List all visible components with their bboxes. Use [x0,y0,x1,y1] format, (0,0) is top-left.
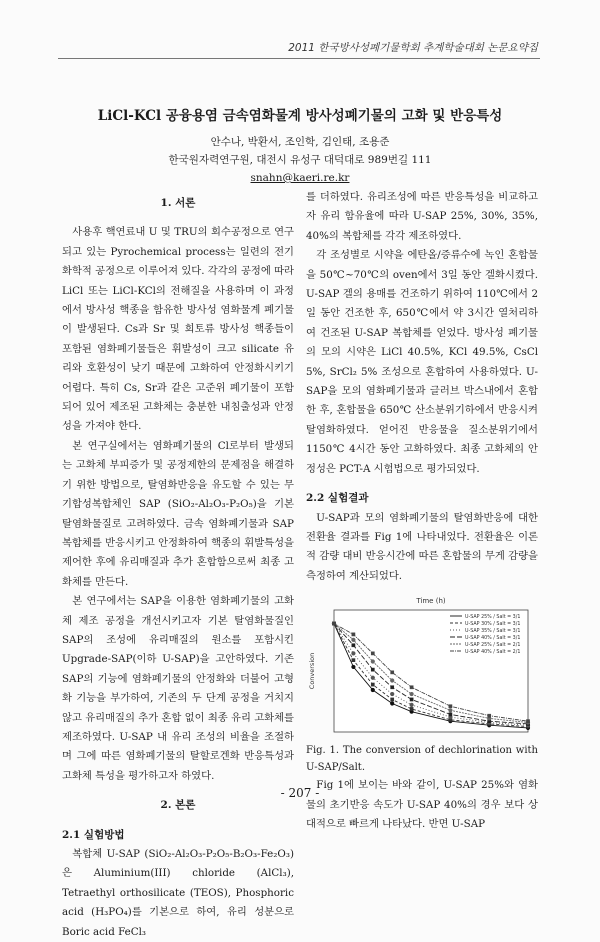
proceedings-header: 2011 한국방사성폐기물학회 추계학술대회 논문요약집 [288,42,538,54]
series-4-point [391,686,394,689]
series-2-point [391,698,394,701]
header-divider [58,58,540,59]
series-6-point [526,720,529,723]
series-1-point [352,665,356,669]
series-1-point [371,688,375,692]
conversion-chart-svg [306,592,538,742]
conversion-chart [306,592,538,742]
series-6-point [410,686,413,689]
result-heading: 2.2 실험결과 [306,492,369,505]
series-4-point [352,644,355,647]
series-6-point [352,633,355,636]
series-3-point [390,692,394,696]
author-names: 안수나, 박환서, 조인학, 김인태, 조용준 [210,136,390,148]
author-email: snahn@kaeri.re.kr [250,172,350,184]
x-axis-label: Time (h) [416,597,446,606]
series-1-point [390,702,394,706]
author-affiliation: 한국원자력연구원, 대전시 유성구 대덕대로 989번길 111 [168,154,432,166]
series-4-point [410,698,413,701]
series-5-point [371,660,375,664]
result-paragraph-2: Fig 1에 보이는 바와 같이, U-SAP 25%와 염화물의 초기반응 속도가 U-SAP 40%의 경우 보다 상대적으로 빠르게 나타났다. 반면 U-SAP [306,779,538,830]
series-5-point [390,679,394,683]
series-2-point [371,683,374,686]
series-5-point [449,709,453,713]
series-5-point [410,692,414,696]
body-heading: 2. 본론 [160,799,196,812]
legend-label-5: U-SAP 25% / Salt = 2/1 [465,643,521,649]
series-3-point [410,703,414,707]
series-2-point [410,707,413,710]
result-paragraph: U-SAP과 모의 염화폐기물의 탈염화반응에 대한 전환율 결과를 Fig 1에 나타내었다. 전환율은 이론적 감량 대비 반응시간에 따른 혼합물의 무게 감량을 측정하여 계산되었다. [306,511,538,582]
series-6-point [449,705,452,708]
legend-label-3: U-SAP 35% / Salt = 3/1 [465,629,521,635]
right-column [306,188,538,834]
legend-label-6: U-SAP 40% / Salt = 2/1 [465,650,521,656]
author-block [0,133,600,187]
legend-label-2: U-SAP 30% / Salt = 3/1 [465,622,521,628]
figure-caption: Fig. 1. The conversion of dechlorination with U-SAP/Salt. [306,745,538,774]
method-paragraph-2: 각 조성별로 시약을 에탄올/증류수에 녹인 혼합물을 50℃~70℃의 oven에서 3일 동안 겔화시켰다. U-SAP 겔의 용매를 건조하기 위하여 110℃에서 2일 동안 건조한 후, 650℃에서 약 3시간 열처리하여 건조된 U-SAP 복합체를 얻었다. 방사성 폐기물의 모의 시약은 LiCl 40.5%, KCl 49.5%, CsCl 5%, SrCl₂ 5% 조성으로 혼합하여 사용하였다. U-SAP을 모의 염화폐기물과 글러브 박스내에서 혼합한 후, 혼합물을 650℃ 산소분위기하에서 반응시켜 탈염화하였다. 얻어진 반응물을 질소분위기에서 1150℃ 4시간 동안 고화하였다. 최종 고화체의 안정성은 PCT-A 시험법으로 평가되었다. [306,249,538,475]
intro-paragraph-3: 본 연구에서는 SAP을 이용한 염화폐기물의 고화체 제조 공정을 개선시키고자 기본 탈염화물질인 SAP의 조성에 유리매질의 원소를 포함시킨 Upgrade-SAP(이하 U-SAP)을 고안하였다. 기존 SAP의 기능에 염화폐기물의 안정화와 더불어 고형화 기능을 부가하여, 기존의 두 단계 공정을 거치지 않고 유리매질의 추가 혼합 없이 최종 유리 고화체를 제조하였다. U-SAP 내 유리 조성의 비율을 조절하며 그에 따른 염화폐기물의 탈할로겐화 반응특성과 고화체 특성을 평가하고자 하였다. [62,595,294,782]
series-2-point [352,659,355,662]
intro-heading: 1. 서론 [160,197,196,209]
series-3-point [352,652,356,656]
y-axis-label: Conversion [308,652,316,690]
legend-label-1: U-SAP 25% / Salt = 3/1 [465,615,521,621]
series-3-point [371,676,375,680]
series-6-point [371,652,374,655]
method-continued: 를 더하였다. 유리조성에 따른 반응특성을 비교하고자 유리 함유율에 따라 U-SAP 25%, 30%, 35%, 40%의 복합체를 각각 제조하였다. [306,191,538,242]
intro-paragraph-2: 본 연구실에서는 염화폐기물의 Cl로부터 발생되는 고화체 부피증가 및 공정제한의 문제점을 해결하기 위한 방법으로, 탈염화반응을 유도할 수 있는 무기합성복합체인 SAP (SiO₂-Al₂O₃-P₂O₅)을 기본 탈염화물질로 고려하였다. 금속 염화폐기물과 SAP복합체를 반응시키고 안정화하여 핵종의 휘발특성을 제어한 후에 유리매질과 추가 혼합함으로써 최종 고화체를 만든다. [62,439,294,588]
legend-label-4: U-SAP 40% / Salt = 3/1 [465,636,521,642]
method-paragraph: 복합체 U-SAP (SiO₂-Al₂O₃-P₂O₅-B₂O₃-Fe₂O₃)은 Aluminium(III) chloride (AlCl₃), Tetraethyl orthosilicate (TEOS), Phosphoric acid (H₃PO₄)를 기본으로 하여, 유리 성분으로 Boric acid FeCl₃ [62,848,294,938]
series-5-point [352,638,356,642]
left-column [62,188,294,942]
series-6-point [488,714,491,717]
series-6-point [332,622,335,625]
intro-paragraph-1: 사용후 핵연료내 U 및 TRU의 회수공정으로 연구되고 있는 Pyrochemical process는 일련의 전기화학적 공정으로 이루어져 있다. 각각의 공정에 따라 LiCl 또는 LiCl-KCl의 전해질을 사용하며 이 과정에서 방사성 핵종을 함유한 방사성 염화물계 폐기물이 발생된다. Cs과 Sr 및 희토류 방사성 핵종들이 포함된 염화폐기물들은 휘발성이 크고 silicate 유리와 호환성이 낮기 때문에 고화하여 안정화시키기 어렵다. 특히 Cs, Sr과 같은 고준위 폐기물이 포함되어 있어 제조된 고화체는 충분한 내침출성과 안정성을 가져야 한다. [62,226,294,433]
series-4-point [449,713,452,716]
series-6-point [391,671,394,674]
series-4-point [371,668,374,671]
page-number: - 207 - [280,786,320,800]
method-heading: 2.1 실험방법 [62,828,125,841]
paper-title: LiCl-KCl 공융용염 금속염화물계 방사성폐기물의 고화 및 반응특성 [97,108,503,124]
